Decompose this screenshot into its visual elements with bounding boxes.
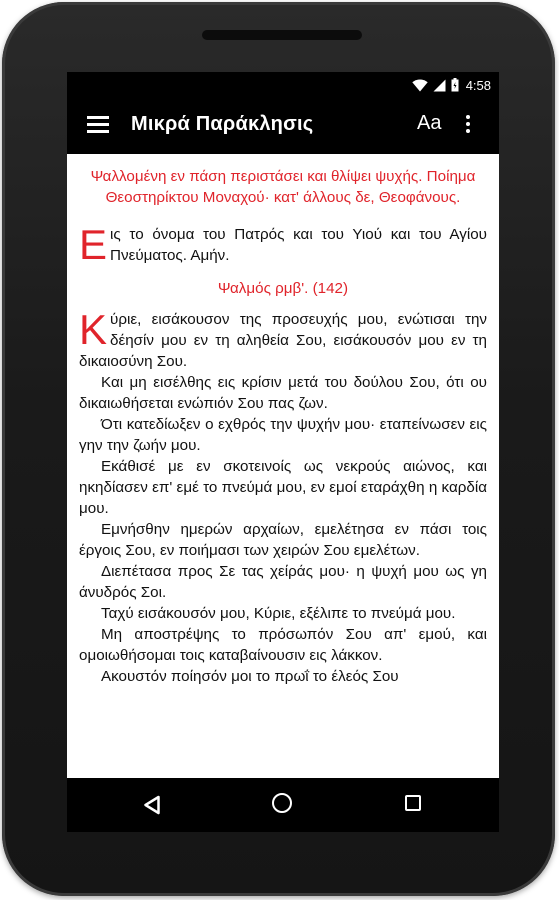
dropcap-letter: Ε — [79, 221, 108, 268]
back-icon[interactable] — [143, 795, 161, 815]
first-verse — [79, 306, 487, 372]
status-time: 4:58 — [465, 77, 491, 93]
verse: Ακουστόν ποίησόν μοι το πρωΐ το έλεός Σου — [101, 668, 399, 685]
verse: Διεπέτασα προς Σε τας χείράς μου· η ψυχή μου ως γη άνυδρός Σοι. — [79, 563, 487, 601]
verse: Μη αποστρέψης το πρόσωπόν Σου απ' εμού, και ομοιωθήσομαι τοις καταβαίνουσιν εις λάκκον. — [79, 626, 487, 664]
hamburger-icon[interactable] — [87, 116, 109, 136]
service-rubric: Ψαλλομένη εν πάση περιστάσει και θλίψει ψυχής. Ποίημα Θεοστηρίκτου Μοναχού· κατ' άλλους δε, Θεοφάνους. — [90, 168, 476, 206]
recents-icon[interactable] — [405, 795, 421, 811]
verse: Ταχύ εισάκουσόν μου, Κύριε, εξέλιπε το πνεύμά μου. — [101, 605, 456, 622]
status-bar — [67, 72, 499, 98]
more-vert-icon[interactable] — [465, 115, 471, 137]
home-icon[interactable] — [272, 793, 292, 813]
battery-icon — [451, 78, 459, 92]
first-verse-text: ύριε, εισάκουσον της προσευχής μου, ενώτισαι την δέησίν μου εν τη αληθεία Σου, εισάκουσόν μου εν τη δικαιοσύνη Σου. — [79, 311, 487, 370]
verse: Ότι κατεδίωξεν ο εχθρός την ψυχήν μου· εταπείνωσεν εις γην την ζωήν μου. — [79, 416, 487, 454]
dropcap-letter: Κ — [79, 306, 108, 353]
intro-paragraph — [79, 221, 487, 268]
system-nav-bar — [67, 778, 499, 832]
app-title: Μικρά Παράκλησις — [131, 113, 314, 135]
signal-icon — [433, 79, 446, 92]
psalm-title: Ψαλμός ρμβ'. (142) — [217, 280, 349, 297]
reading-pane[interactable] — [67, 154, 499, 778]
app-bar — [67, 98, 499, 154]
wifi-icon — [412, 79, 428, 92]
phone-frame — [2, 2, 555, 896]
verse: Και μη εισέλθης εις κρίσιν μετά του δούλου Σου, ότι ου δικαιωθήσεται ενώπιόν Σου πας ζων. — [79, 374, 487, 412]
intro-text: ις το όνομα του Πατρός και του Υιού και του Αγίου Πνεύματος. Αμήν. — [110, 226, 487, 264]
device-screen — [67, 72, 499, 832]
verse: Εμνήσθην ημερών αρχαίων, εμελέτησα εν πάσι τοις έργοις Σου, εν ποιήμασι των χειρών Σου εμελέτων. — [79, 521, 487, 559]
font-size-button[interactable]: Aa — [417, 112, 442, 134]
earpiece-speaker — [202, 30, 362, 40]
verse: Εκάθισέ με εν σκοτεινοίς ως νεκρούς αιώνος, και ηκηδίασεν επ' εμέ το πνεύμά μου, εν εμοί εταράχθη η καρδία μου. — [79, 458, 487, 517]
